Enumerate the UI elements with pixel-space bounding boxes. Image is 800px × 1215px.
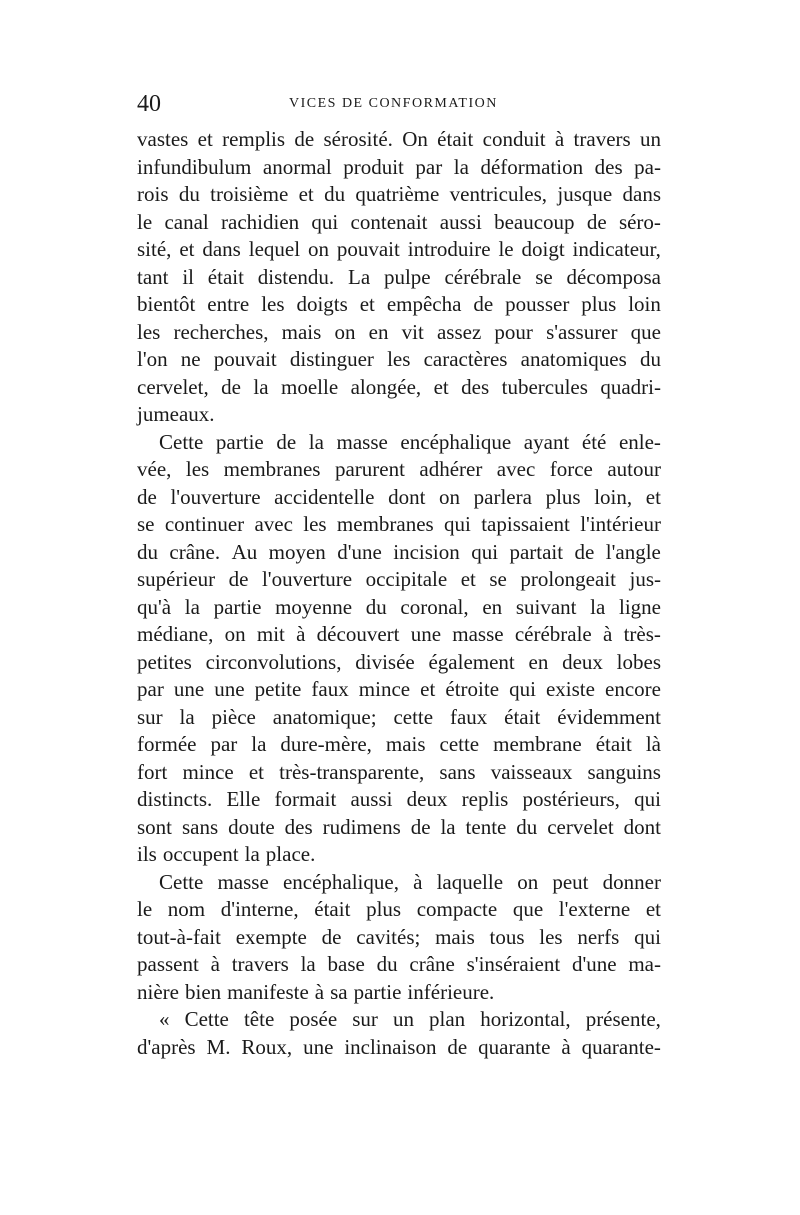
text-line: supérieur de l'ouverture occipitale et se prolongeait jus- — [137, 567, 661, 591]
text-line: tout-à-fait exempte de cavités; mais tous les nerfs qui — [137, 924, 661, 949]
text-line: médiane, on mit à découvert une masse cérébrale à très- — [137, 622, 661, 646]
text-line: formée par la dure-mère, mais cette membrane était là — [137, 732, 661, 756]
page-header — [137, 90, 661, 118]
text-line: se continuer avec les membranes qui tapissaient l'intérieur — [137, 512, 661, 536]
text-line: Cette masse encéphalique, à laquelle on peut donner — [159, 869, 661, 894]
text-line: l'on ne pouvait distinguer les caractères anatomiques du — [137, 347, 661, 371]
text-line: du crâne. Au moyen d'une incision qui partait de l'angle — [137, 539, 661, 564]
text-line: tant il était distendu. La pulpe cérébrale se décomposa — [137, 264, 661, 289]
text-line: le nom d'interne, était plus compacte que l'externe et — [137, 897, 661, 921]
text-line: de l'ouverture accidentelle dont on parlera plus loin, et — [137, 484, 661, 509]
text-line: rois du troisième et du quatrième ventricules, jusque dans — [137, 182, 661, 206]
page-number: 40 — [137, 91, 161, 117]
text-line: sur la pièce anatomique; cette faux était évidemment — [137, 704, 661, 729]
text-line: bientôt entre les doigts et empêcha de pousser plus loin — [137, 292, 661, 316]
text-line: par une une petite faux mince et étroite qui existe encore — [137, 677, 661, 701]
text-line: le canal rachidien qui contenait aussi beaucoup de séro- — [137, 209, 661, 234]
text-line: « Cette tête posée sur un plan horizontal, présente, — [159, 1007, 661, 1031]
text-line: d'après M. Roux, une inclinaison de quarante à quarante- — [137, 1034, 661, 1059]
running-title: VICES DE CONFORMATION — [289, 96, 498, 111]
text-line: cervelet, de la moelle alongée, et des tubercules quadri- — [137, 374, 661, 399]
text-line: ils occupent la place. — [137, 842, 316, 866]
text-line: infundibulum anormal produit par la déformation des pa- — [137, 154, 661, 179]
text-line: sité, et dans lequel on pouvait introduire le doigt indicateur, — [137, 237, 661, 261]
body-text — [137, 126, 661, 1061]
text-line: petites circonvolutions, divisée également en deux lobes — [137, 649, 661, 674]
text-line: vastes et remplis de sérosité. On était conduit à travers un — [137, 127, 661, 151]
text-line: jumeaux. — [137, 402, 215, 426]
text-line: Cette partie de la masse encéphalique ayant été enle- — [159, 429, 661, 454]
text-line: passent à travers la base du crâne s'inséraient d'une ma- — [137, 952, 661, 976]
text-line: sont sans doute des rudimens de la tente du cervelet dont — [137, 814, 661, 839]
text-line: fort mince et très-transparente, sans vaisseaux sanguins — [137, 759, 661, 784]
text-line: vée, les membranes parurent adhérer avec force autour — [137, 457, 661, 481]
text-line: les recherches, mais on en vit assez pour s'assurer que — [137, 319, 661, 344]
text-line: qu'à la partie moyenne du coronal, en suivant la ligne — [137, 594, 661, 619]
text-line: distincts. Elle formait aussi deux replis postérieurs, qui — [137, 787, 661, 811]
text-line: nière bien manifeste à sa partie inférieure. — [137, 979, 495, 1004]
